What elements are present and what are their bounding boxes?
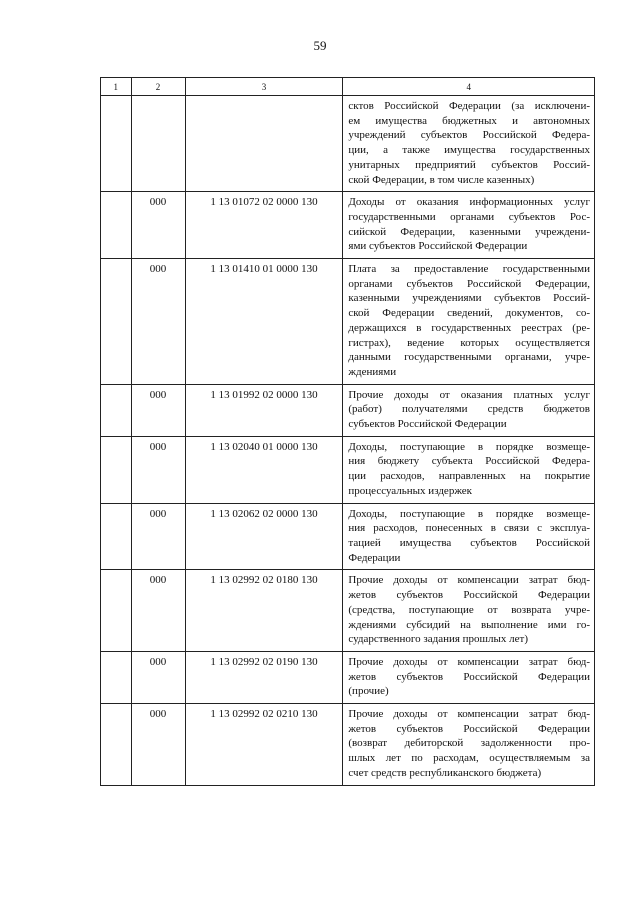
row-empty-cell [101,436,132,503]
table-row [101,651,595,703]
description-line: Федерации [348,551,401,564]
row-empty-cell [101,192,132,259]
income-code-cell: 1 13 02040 01 0000 130 [185,436,343,503]
admin-code-cell: 000 [131,259,185,385]
description-line: ской Федерации сведений, документов, со- [348,307,590,320]
description-line: данными государственными органами, учре- [348,351,590,364]
description-line: жетов субъектов Российской Федерации [348,670,590,683]
description-cell [343,384,595,436]
table-row [101,704,595,786]
row-empty-cell [101,704,132,786]
description-line: Доходы от оказания информационных услуг [348,196,590,209]
description-cell [343,570,595,652]
description-line: субъектов Российской Федерации [348,418,507,431]
admin-code-cell: 000 [131,570,185,652]
description-cell [343,96,595,192]
row-empty-cell [101,96,132,192]
description-line: жетов субъектов Российской Федерации [348,722,590,735]
description-line: Прочие доходы от компенсации затрат бюд- [348,708,590,721]
description-line: сийской Федерации, казенными учреждени- [348,225,590,238]
income-code-cell: 1 13 02992 02 0210 130 [185,704,343,786]
description-cell [343,259,595,385]
table-header-row [101,78,595,96]
description-line: процессуальных издержек [348,484,473,497]
description-line: ции расходов, направленных на покрытие [348,470,590,483]
admin-code-cell: 000 [131,436,185,503]
table-row [101,384,595,436]
description-line: органами субъектов Российской Федерации, [348,277,590,290]
table-row [101,503,595,570]
description-cell [343,436,595,503]
description-line: ждениями [348,365,397,378]
description-line: шлых лет по расходам, осуществляемым за [348,752,590,765]
description-line: унитарных предприятий субъектов Россий- [348,158,590,171]
description-line: Прочие доходы от компенсации затрат бюд- [348,574,590,587]
description-line: держащихся в государственных реестрах (ре- [348,321,590,334]
description-line: казенными учреждениями субъектов Россий- [348,292,590,305]
description-line: Прочие доходы от оказания платных услуг [348,388,590,401]
description-cell [343,503,595,570]
description-line: (работ) получателями средств бюджетов [348,403,590,416]
description-line: учреждений субъектов Российской Федера- [348,129,590,142]
table-row [101,436,595,503]
admin-code-cell: 000 [131,384,185,436]
income-code-cell [185,96,343,192]
budget-code-table [100,77,595,786]
description-line: ния бюджету субъекта Российской Федера- [348,455,590,468]
description-line: (возврат дебиторской задолженности про- [348,737,590,750]
income-code-cell: 1 13 02992 02 0180 130 [185,570,343,652]
admin-code-cell: 000 [131,704,185,786]
description-line: ждениями субсидий на выполнение ими го- [348,618,590,631]
description-line: счет средств республиканского бюджета) [348,766,542,779]
admin-code-cell [131,96,185,192]
description-line: гистрах), ведение которых осуществляется [348,336,590,349]
description-line: (средства, поступающие от возврата учре- [348,603,590,616]
admin-code-cell: 000 [131,503,185,570]
description-line: государственными органами субъектов Рос- [348,210,590,223]
description-line: ской Федерации, в том числе казенных) [348,173,535,186]
table-row [101,192,595,259]
description-line: Плата за предоставление государственными [348,263,590,276]
description-line: жетов субъектов Российской Федерации [348,589,590,602]
row-empty-cell [101,570,132,652]
description-cell [343,192,595,259]
row-empty-cell [101,503,132,570]
description-line: ем имущества бюджетных и автономных [348,114,590,127]
income-code-cell: 1 13 01410 01 0000 130 [185,259,343,385]
description-line: сударственного задания прошлых лет) [348,633,528,646]
table-row [101,570,595,652]
description-line: Доходы, поступающие в порядке возмеще- [348,440,590,453]
description-line: Прочие доходы от компенсации затрат бюд- [348,655,590,668]
description-line: Доходы, поступающие в порядке возмеще- [348,507,590,520]
description-cell [343,704,595,786]
description-line: тацией имущества субъектов Российской [348,536,590,549]
description-line: (прочие) [348,685,389,698]
description-line: ния расходов, понесенных в связи с эксплуа- [348,522,590,535]
header-col-2: 2 [131,78,185,96]
table-row [101,259,595,385]
income-code-cell: 1 13 01992 02 0000 130 [185,384,343,436]
admin-code-cell: 000 [131,192,185,259]
row-empty-cell [101,384,132,436]
row-empty-cell [101,651,132,703]
admin-code-cell: 000 [131,651,185,703]
description-line: ями субъектов Российской Федерации [348,240,528,253]
description-line: сктов Российской Федерации (за исключени- [348,100,590,112]
header-col-1: 1 [101,78,132,96]
row-empty-cell [101,259,132,385]
income-code-cell: 1 13 01072 02 0000 130 [185,192,343,259]
header-col-3: 3 [185,78,343,96]
page-number: 59 [313,38,327,53]
description-line: ции, а также имущества государственных [348,144,590,157]
income-code-cell: 1 13 02062 02 0000 130 [185,503,343,570]
income-code-cell: 1 13 02992 02 0190 130 [185,651,343,703]
table-row [101,96,595,192]
description-cell [343,651,595,703]
header-col-4: 4 [343,78,595,96]
